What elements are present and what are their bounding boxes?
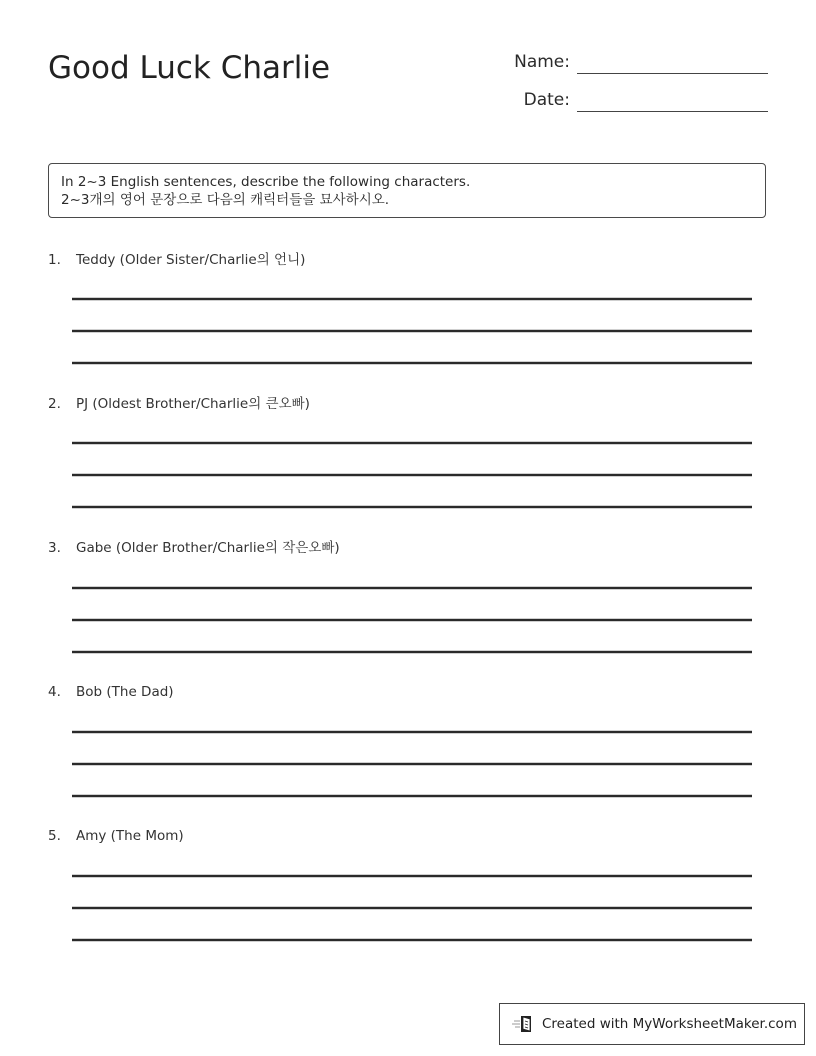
answer-line[interactable] — [72, 362, 752, 364]
question-number: 4. — [48, 684, 61, 700]
instructions-english: In 2~3 English sentences, describe the following characters. — [61, 174, 471, 190]
answer-line[interactable] — [72, 875, 752, 877]
worksheet-title: Good Luck Charlie — [48, 50, 331, 86]
answer-line[interactable] — [72, 907, 752, 909]
question-text: Teddy (Older Sister/Charlie의 언니) — [76, 252, 306, 268]
question-number: 2. — [48, 396, 61, 412]
question-label — [48, 250, 768, 270]
answer-line[interactable] — [72, 619, 752, 621]
question-4 — [48, 682, 768, 702]
footer-credit-badge[interactable] — [499, 1003, 805, 1045]
answer-line[interactable] — [72, 506, 752, 508]
question-label — [48, 682, 768, 702]
answer-line[interactable] — [72, 442, 752, 444]
name-label: Name: — [514, 52, 570, 72]
question-label — [48, 538, 768, 558]
instructions-korean: 2~3개의 영어 문장으로 다음의 캐릭터들을 묘사하시오. — [61, 192, 390, 208]
question-5 — [48, 826, 768, 846]
answer-line[interactable] — [72, 587, 752, 589]
question-number: 5. — [48, 828, 61, 844]
question-text: Amy (The Mom) — [76, 828, 184, 844]
answer-line[interactable] — [72, 939, 752, 941]
question-text: PJ (Oldest Brother/Charlie의 큰오빠) — [76, 396, 310, 412]
date-field[interactable] — [577, 89, 768, 112]
instructions-box — [48, 163, 766, 218]
date-label: Date: — [523, 90, 570, 110]
question-text: Gabe (Older Brother/Charlie의 작은오빠) — [76, 540, 340, 556]
answer-line[interactable] — [72, 763, 752, 765]
name-field[interactable] — [577, 51, 768, 74]
question-2 — [48, 394, 768, 414]
question-text: Bob (The Dad) — [76, 684, 174, 700]
name-field-row — [490, 50, 768, 74]
answer-line[interactable] — [72, 651, 752, 653]
answer-line[interactable] — [72, 330, 752, 332]
footer-credit-text: Created with MyWorksheetMaker.com — [542, 1016, 797, 1032]
question-1 — [48, 250, 768, 270]
question-3 — [48, 538, 768, 558]
question-label — [48, 826, 768, 846]
answer-line[interactable] — [72, 474, 752, 476]
question-number: 3. — [48, 540, 61, 556]
date-field-row — [490, 88, 768, 112]
question-label — [48, 394, 768, 414]
worksheet-maker-logo-icon — [512, 1013, 536, 1035]
question-number: 1. — [48, 252, 61, 268]
answer-line[interactable] — [72, 298, 752, 300]
answer-line[interactable] — [72, 795, 752, 797]
answer-line[interactable] — [72, 731, 752, 733]
